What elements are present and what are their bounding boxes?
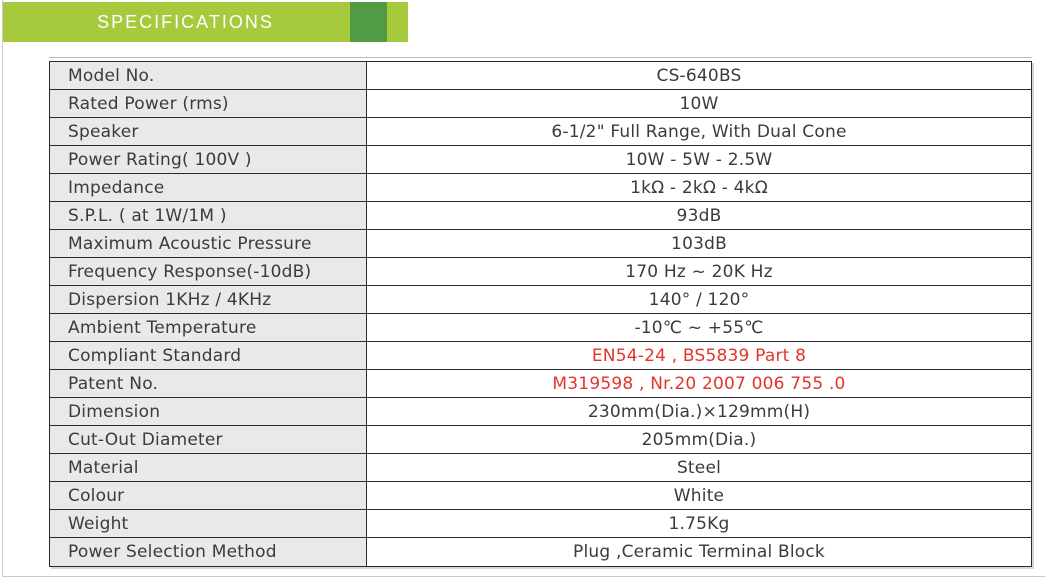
row-label: Power Rating( 100V ) xyxy=(50,146,367,173)
table-row xyxy=(50,90,1031,118)
table-row xyxy=(50,398,1031,426)
table-row xyxy=(50,258,1031,286)
table-row xyxy=(50,174,1031,202)
row-value: 10W - 5W - 2.5W xyxy=(625,149,773,170)
banner-tail-block xyxy=(387,2,408,42)
spec-sheet-page xyxy=(2,0,1045,577)
table-row xyxy=(50,482,1031,510)
row-value: 10W xyxy=(679,93,719,114)
table-row xyxy=(50,370,1031,398)
row-value: 103dB xyxy=(671,233,727,254)
row-label: Patent No. xyxy=(50,370,367,397)
row-label: Model No. xyxy=(50,62,367,89)
table-top-rule xyxy=(49,57,1032,58)
row-label: S.P.L. ( at 1W/1M ) xyxy=(50,202,367,229)
table-row xyxy=(50,454,1031,482)
row-label: Rated Power (rms) xyxy=(50,90,367,117)
table-row xyxy=(50,426,1031,454)
page-title: SPECIFICATIONS xyxy=(97,11,274,32)
row-label: Dispersion 1KHz / 4KHz xyxy=(50,286,367,313)
row-label: Material xyxy=(50,454,367,481)
row-value: 140° / 120° xyxy=(648,289,750,310)
row-label: Ambient Temperature xyxy=(50,314,367,341)
table-row xyxy=(50,62,1031,90)
table-row xyxy=(50,146,1031,174)
row-value: CS-640BS xyxy=(656,65,742,86)
table-row xyxy=(50,118,1031,146)
row-value: 93dB xyxy=(676,205,722,226)
table-row xyxy=(50,538,1031,566)
row-label: Cut-Out Diameter xyxy=(50,426,367,453)
table-row xyxy=(50,342,1031,370)
row-value: 1.75Kg xyxy=(668,513,730,534)
banner-green-bar xyxy=(3,2,350,42)
row-value: -10℃ ~ +55℃ xyxy=(634,317,764,338)
row-value: 205mm(Dia.) xyxy=(641,429,757,450)
row-value: 230mm(Dia.)×129mm(H) xyxy=(587,401,811,422)
banner-accent-block xyxy=(350,2,387,42)
row-value: EN54-24 , BS5839 Part 8 xyxy=(591,345,807,366)
row-label: Speaker xyxy=(50,118,367,145)
row-label: Maximum Acoustic Pressure xyxy=(50,230,367,257)
row-value: White xyxy=(673,485,725,506)
table-row xyxy=(50,202,1031,230)
table-row xyxy=(50,230,1031,258)
specifications-banner xyxy=(3,2,408,42)
table-row xyxy=(50,510,1031,538)
row-label: Dimension xyxy=(50,398,367,425)
row-label: Frequency Response(-10dB) xyxy=(50,258,367,285)
specifications-table xyxy=(49,61,1032,567)
row-value: 170 Hz ~ 20K Hz xyxy=(625,261,773,282)
row-value: Plug ,Ceramic Terminal Block xyxy=(573,542,825,562)
row-value: 1kΩ - 2kΩ - 4kΩ xyxy=(630,177,768,198)
row-label: Compliant Standard xyxy=(50,342,367,369)
row-label: Colour xyxy=(50,482,367,509)
row-value: 6-1/2" Full Range, With Dual Cone xyxy=(551,121,847,142)
row-label: Impedance xyxy=(50,174,367,201)
row-value: M319598 , Nr.20 2007 006 755 .0 xyxy=(552,373,846,394)
table-row xyxy=(50,286,1031,314)
row-label: Power Selection Method xyxy=(50,538,367,566)
row-value: Steel xyxy=(676,457,722,478)
row-label: Weight xyxy=(50,510,367,537)
table-row xyxy=(50,314,1031,342)
